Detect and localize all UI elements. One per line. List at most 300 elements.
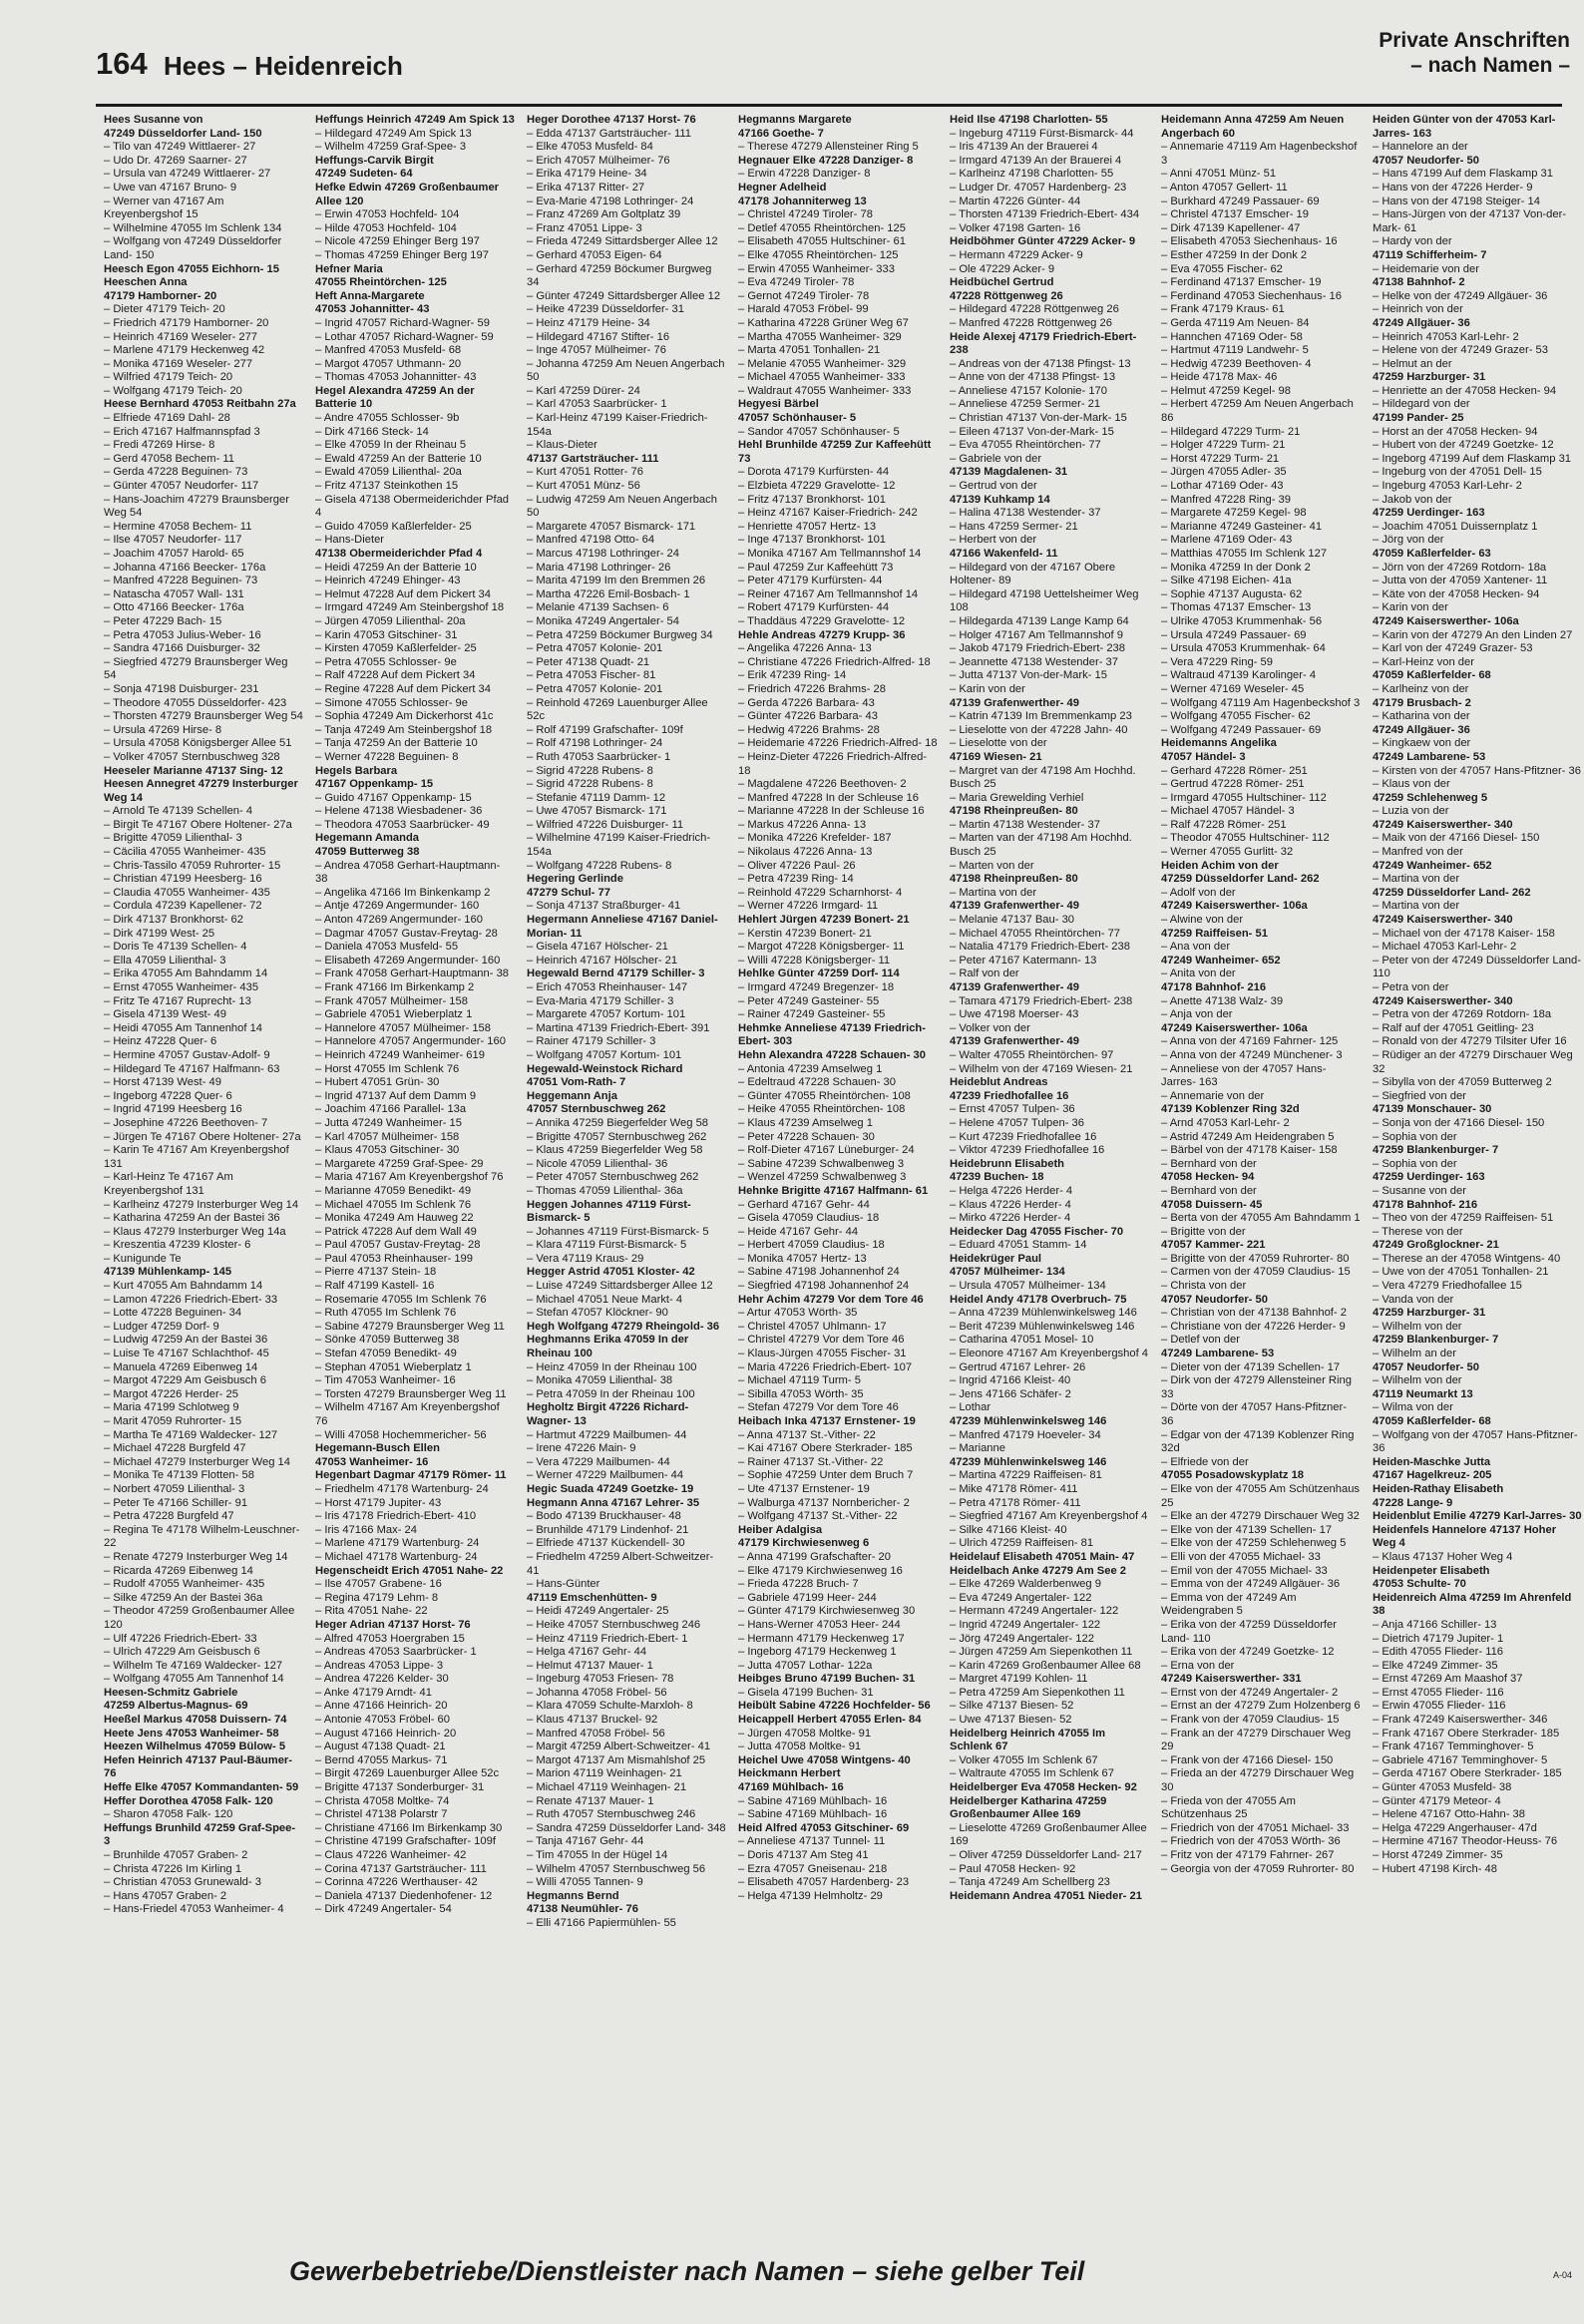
listing-entry: – Tanja 47259 An der Batterie 10 [315, 737, 478, 750]
listing-entry: – Martina 47139 Friedrich-Ebert- 391 [527, 1021, 710, 1034]
listing-entry: – Karl-Heinz 47199 Kaiser-Friedrich- 154a [527, 412, 708, 438]
listing-entry: 47138 Bahnhof- 2 [1373, 276, 1465, 289]
listing-entry: – Rüdiger an der 47279 Dirschauer Weg 32 [1373, 1048, 1573, 1075]
listing-entry: Heidekrüger Paul [950, 1252, 1042, 1265]
listing-entry: – Bärbel von der 47178 Kaiser- 158 [1161, 1144, 1338, 1157]
listing-entry: – Günter 47055 Rheintörchen- 108 [738, 1089, 911, 1102]
listing-entry: – Stefan 47059 Benedikt- 49 [315, 1348, 457, 1360]
listing-entry: – Brigitte 47059 Lilienthal- 3 [104, 832, 242, 845]
listing-entry: Heibach Inka 47137 Ernstener- 19 [738, 1415, 916, 1427]
listing-entry: 47249 Wanheimer- 652 [1373, 859, 1492, 872]
listing-entry: – Kai 47167 Obere Sterkrader- 185 [738, 1442, 913, 1455]
listing-entry: – Natalia 47179 Friedrich-Ebert- 238 [950, 941, 1130, 954]
listing-entry: Heezen Wilhelmus 47059 Bülow- 5 [104, 1741, 286, 1753]
listing-entry: – Helmut 47137 Mauer- 1 [527, 1659, 653, 1672]
listing-entry: Hehlke Günter 47259 Dorf- 114 [738, 968, 900, 980]
listing-entry: Heidenblut Emilie 47279 Karl-Jarres- 30 [1373, 1510, 1582, 1523]
listing-entry: – Hans 47057 Graben- 2 [104, 1889, 227, 1902]
listing-entry: – Michael 47057 Händel- 3 [1161, 805, 1295, 818]
listing-entry: – Rosemarie 47055 Im Schlenk 76 [315, 1293, 487, 1306]
listing-entry: – Wolfgang 47057 Kortum- 101 [527, 1048, 682, 1061]
listing-entry: – Martin 47226 Günter- 44 [950, 194, 1081, 207]
listing-entry: – Fritz 47137 Bronkhorst- 101 [738, 493, 886, 506]
listing-entry: – Klaus 47137 Hoher Weg 4 [1373, 1550, 1513, 1563]
listing-entry: – Christel 47249 Tiroler- 78 [738, 208, 873, 221]
listing-entry: Heidelbach Anke 47279 Am See 2 [950, 1564, 1127, 1577]
listing-entry: – Ursula van 47249 Wittlaerer- 27 [104, 168, 271, 181]
listing-entry: – Frank von der 47059 Claudius- 15 [1161, 1714, 1340, 1727]
listing-entry: – Gernot 47249 Tiroler- 78 [738, 289, 870, 302]
listing-entry: – Helene 47057 Tulpen- 36 [950, 1116, 1084, 1129]
listing-entry: – Katharina 47228 Grüner Weg 67 [738, 316, 909, 329]
listing-entry: – Petra 47259 Böckumer Burgweg 34 [527, 628, 713, 641]
listing-entry: – Heike 47055 Rheintörchen- 108 [738, 1103, 906, 1116]
listing-entry: – Tanja 47167 Gehr- 44 [527, 1835, 644, 1848]
listing-entry: – Iris 47139 An der Brauerei 4 [950, 141, 1098, 154]
listing-entry: 47259 Düsseldorfer Land- 262 [1373, 886, 1531, 899]
listing-entry: – Gisela 47059 Claudius- 18 [738, 1212, 880, 1225]
listing-entry: – Gabriele 47167 Temminghover- 5 [1373, 1753, 1548, 1766]
listing-entry: – Heidi 47249 Angertaler- 25 [527, 1605, 669, 1618]
listing-entry: – Edgar von der 47139 Koblenzer Ring 32d [1161, 1428, 1355, 1455]
listing-entry: – Erwin 47055 Wanheimer- 333 [738, 262, 895, 275]
listing-entry: – Kurt 47051 Rotter- 76 [527, 466, 643, 479]
listing-entry: – Martin 47138 Westender- 37 [950, 818, 1100, 831]
listing-entry: – Ingeborg 47228 Quer- 6 [104, 1089, 232, 1102]
listing-entry: – Iris 47178 Friedrich-Ebert- 410 [315, 1510, 477, 1523]
listing-entry: – Marten van der 47198 Am Hochhd. Busch 25 [950, 832, 1132, 859]
listing-entry: 47057 Schönhauser- 5 [738, 412, 857, 425]
listing-entry: – Artur 47053 Wörth- 35 [738, 1307, 858, 1320]
listing-entry: – Ursula 47057 Mülheimer- 134 [950, 1280, 1106, 1293]
listing-entry: – Willi 47055 Tannen- 9 [527, 1876, 643, 1889]
listing-entry: – Werner 47055 Gurlitt- 32 [1161, 846, 1294, 859]
listing-entry: – Catharina 47051 Mosel- 10 [950, 1334, 1094, 1347]
listing-entry: – Sonja von der 47166 Diesel- 150 [1373, 1116, 1545, 1129]
listing-entry: – Ulrich 47229 Am Geisbusch 6 [104, 1646, 260, 1659]
listing-entry: – Hans-Dieter [315, 534, 385, 547]
listing-entry: – Horst an der 47058 Hecken- 94 [1373, 425, 1538, 438]
listing-entry: – Uwe 47137 Biesen- 52 [950, 1714, 1072, 1727]
listing-entry: – Adolf von der [1161, 886, 1236, 899]
listing-entry: – Klaus 47226 Herder- 4 [950, 1198, 1071, 1211]
listing-entry: – Ralf 47199 Kastell- 16 [315, 1280, 435, 1293]
listing-entry: 47119 Emschenhütten- 9 [527, 1591, 657, 1604]
listing-entry: – Rolf 47198 Lothringer- 24 [527, 737, 663, 750]
listing-entry: – Ulrich 47259 Raiffeisen- 81 [950, 1537, 1094, 1550]
listing-entry: 47259 Harzburger- 31 [1373, 371, 1486, 384]
listing-entry: – Georgia von der 47059 Ruhrorter- 80 [1161, 1862, 1355, 1875]
listing-entry: – Petra 47059 In der Rheinau 100 [527, 1387, 695, 1400]
listing-entry: – Guido 47167 Oppenkamp- 15 [315, 791, 472, 804]
listing-entry: – Christian 47137 Von-der-Mark- 15 [950, 412, 1127, 425]
listing-entry: – Anneliese 47259 Sermer- 21 [950, 398, 1101, 411]
listing-entry: – Volker 47057 Sternbuschweg 328 [104, 750, 280, 763]
listing-entry: – Manfred 47053 Musfeld- 68 [315, 344, 462, 357]
listing-entry: – Jutta 47249 Wanheimer- 15 [315, 1116, 462, 1129]
listing-entry: – Ronald von der 47279 Tilsiter Ufer 16 [1373, 1035, 1567, 1048]
listing-entry: – Margot 47057 Uthmann- 20 [315, 357, 462, 370]
listing-entry: – Claus 47226 Wanheimer- 42 [315, 1849, 467, 1861]
listing-entry: – Markus 47226 Anna- 13 [738, 818, 867, 831]
listing-entry: – Käte von der 47058 Hecken- 94 [1373, 587, 1540, 600]
listing-entry: 47178 Bahnhof- 216 [1161, 981, 1267, 993]
listing-entry: – Sophia von der [1373, 1157, 1457, 1170]
listing-entry: – Lothar [950, 1401, 991, 1414]
listing-entry: 47179 Hamborner- 20 [104, 289, 217, 302]
listing-entry: – Heinrich 47249 Wanheimer- 619 [315, 1048, 485, 1061]
listing-entry: – Wolfgang 47249 Passauer- 69 [1161, 723, 1322, 736]
listing-entry: – Karin 47053 Gitschiner- 31 [315, 628, 458, 641]
listing-entry: – Petra von der [1373, 981, 1449, 993]
listing-entry: – Martha Te 47169 Waldecker- 127 [104, 1428, 278, 1441]
listing-entry: – Manfred 47198 Otto- 64 [527, 534, 655, 547]
listing-entry: – Sabine 47169 Mühlbach- 16 [738, 1794, 888, 1807]
listing-entry: 47249 Lambarene- 53 [1373, 750, 1486, 763]
listing-entry: – Christiane von der 47226 Herder- 9 [1161, 1320, 1346, 1333]
listing-entry: – Anita von der [1161, 968, 1236, 980]
listing-entry: – Marlene 47169 Oder- 43 [1161, 534, 1293, 547]
listing-entry: – Marcus 47198 Lothringer- 24 [527, 548, 679, 560]
listing-entry: – Marta 47051 Tonhallen- 21 [738, 344, 881, 357]
listing-entry: Heidemann Anna 47259 Am Neuen Angerbach 60 [1161, 114, 1345, 140]
listing-entry: – Helmut 47228 Auf dem Pickert 34 [315, 587, 491, 600]
listing-entry: – Eduard 47051 Stamm- 14 [950, 1239, 1087, 1252]
listing-entry: Heeßel Markus 47058 Duissern- 74 [104, 1714, 287, 1727]
listing-entry: – Wilhelm 47259 Graf-Spee- 3 [315, 141, 467, 154]
listing-entry: – Ingrid 47166 Kleist- 40 [950, 1374, 1071, 1387]
listing-entry: – Gerhard 47259 Böckumer Burgweg 34 [527, 262, 712, 289]
listing-entry: – Ernst von der 47249 Angertaler- 2 [1161, 1686, 1339, 1699]
listing-entry: – Elisabeth 47055 Hultschiner- 61 [738, 235, 906, 248]
listing-entry: – Wolfgang 47228 Rubens- 8 [527, 859, 672, 872]
listing-entry: – Helga 47167 Gehr- 44 [527, 1646, 647, 1659]
listing-entry: Hegemann Amanda [315, 832, 420, 845]
listing-entry: – Thomas 47059 Lilienthal- 36a [527, 1184, 683, 1197]
listing-entry: Heesch Egon 47055 Eichhorn- 15 [104, 262, 279, 275]
listing-entry: – Hildegard 47167 Stifter- 16 [527, 330, 670, 343]
listing-entry: Heft Anna-Margarete [315, 289, 425, 302]
listing-entry: – Kurt 47051 Münz- 56 [527, 480, 640, 493]
listing-entry: – Michael 47055 Wanheimer- 333 [738, 371, 906, 384]
listing-entry: – Friedhelm 47178 Wartenburg- 24 [315, 1482, 489, 1495]
listing-entry: – Holger 47229 Turm- 21 [1161, 439, 1286, 452]
listing-entry: 47178 Bahnhof- 216 [1373, 1198, 1478, 1211]
listing-entry: – Inge 47137 Bronkhorst- 101 [738, 534, 887, 547]
listing-entry: – Marlene 47179 Wartenburg- 24 [315, 1537, 480, 1550]
listing-entry: – Christian 47199 Heesberg- 16 [104, 873, 262, 886]
listing-entry: – Hardy von der [1373, 235, 1452, 248]
listing-entry: 47166 Wakenfeld- 11 [950, 548, 1058, 560]
listing-entry: – Horst 47249 Zimmer- 35 [1373, 1849, 1503, 1861]
listing-entry: – Günter 47053 Musfeld- 38 [1373, 1781, 1512, 1794]
listing-entry: – Gertrud von der [950, 480, 1037, 493]
listing-entry: Heiden-Rathay Elisabeth [1373, 1482, 1504, 1495]
listing-entry: – Holger 47167 Am Tellmannshof 9 [950, 628, 1123, 641]
listing-entry: – Christa 47058 Moltke- 74 [315, 1794, 450, 1807]
listing-entry: – Gisela 47139 West- 49 [104, 1008, 226, 1021]
listing-entry: 47259 Blankenburger- 7 [1373, 1144, 1499, 1157]
listing-entry: Hegels Barbara [315, 764, 398, 777]
listing-entry: Hegnauer Elke 47228 Danziger- 8 [738, 154, 914, 167]
listing-entry: – Ole 47229 Acker- 9 [950, 262, 1055, 275]
listing-entry: – Heinrich 47249 Ehinger- 43 [315, 575, 461, 587]
listing-entry: – Wilhelm von der [1373, 1320, 1462, 1333]
listing-entry: – Michael 47055 Rheintörchen- 77 [950, 927, 1121, 940]
listing-entry: – Hubert 47051 Grün- 30 [315, 1076, 440, 1089]
listing-entry: – Thomas 47259 Ehinger Berg 197 [315, 248, 489, 261]
listing-entry: 47139 Grafenwerther- 49 [950, 981, 1079, 993]
listing-entry: Heffer Dorothea 47058 Falk- 120 [104, 1794, 273, 1807]
listing-entry: – Katrin 47139 Im Bremmenkamp 23 [950, 710, 1132, 723]
listing-entry: – Frieda von der 47055 Am Schützenhaus 25 [1161, 1794, 1296, 1821]
listing-entry: – Rolf 47199 Grafschafter- 109f [527, 723, 683, 736]
listing-entry: – Ernst 47055 Wanheimer- 435 [104, 981, 259, 993]
listing-entry: – Friedrich 47226 Brahms- 28 [738, 682, 886, 695]
listing-entry: – Heinz 47179 Heine- 34 [527, 316, 650, 329]
listing-entry: – Walter 47055 Rheintörchen- 97 [950, 1048, 1114, 1061]
listing-entry: Heete Jens 47053 Wanheimer- 58 [104, 1727, 279, 1740]
listing-entry: – Klaus-Jürgen 47055 Fischer- 31 [738, 1348, 907, 1360]
listing-entry: – Annika 47259 Biegerfelder Weg 58 [527, 1116, 709, 1129]
listing-entry: – Rainer 47249 Gasteiner- 55 [738, 1008, 886, 1021]
listing-entry: – Thorsten 47139 Friedrich-Ebert- 434 [950, 208, 1140, 221]
listing-entry: Hegyesi Bärbel [738, 398, 819, 411]
listing-entry: 47239 Buchen- 18 [950, 1171, 1044, 1184]
listing-entry: – Christiane 47166 Im Birkenkamp 30 [315, 1821, 503, 1834]
listing-entry: – Ingrid 47199 Heesberg 16 [104, 1103, 242, 1116]
listing-entry: – Sigrid 47228 Rubens- 8 [527, 764, 653, 777]
listing-entry: – Jörg von der [1373, 534, 1444, 547]
listing-column-3 [527, 114, 726, 2228]
listing-entry: – Esther 47259 In der Donk 2 [1161, 248, 1308, 261]
listing-entry: – Sophie 47259 Unter dem Bruch 7 [738, 1469, 914, 1482]
listing-entry: – Monika 47057 Hertz- 13 [738, 1252, 867, 1265]
listing-entry: Heidbüchel Gertrud [950, 276, 1054, 289]
listing-entry: – Dirk 47139 Kapellener- 47 [1161, 221, 1301, 234]
listing-entry: 47139 Mühlenkamp- 145 [104, 1266, 232, 1279]
listing-entry: – Manfred von der [1373, 846, 1463, 859]
listing-entry: – Gabriele 47199 Heer- 244 [738, 1591, 877, 1604]
listing-entry: – Herbert 47259 Am Neuen Angerbach 86 [1161, 398, 1354, 425]
listing-entry: – Eva-Marie 47198 Lothringer- 24 [527, 194, 694, 207]
listing-entry: – Elfriede von der [1161, 1455, 1249, 1468]
listing-entry: – Kreszentia 47239 Kloster- 6 [104, 1239, 251, 1252]
listing-entry: – Hans 47199 Auf dem Flaskamp 31 [1373, 168, 1553, 181]
listing-entry: – Frieda 47249 Sittardsberger Allee 12 [527, 235, 718, 248]
listing-entry: – Johanna 47058 Fröbel- 56 [527, 1686, 667, 1699]
listing-entry: – Simone 47055 Schlosser- 9e [315, 696, 468, 709]
listing-entry: – Günter 47249 Sittardsberger Allee 12 [527, 289, 721, 302]
listing-entry: Heid Alfred 47053 Gitschiner- 69 [738, 1821, 910, 1834]
listing-entry: – Jürgen 47058 Moltke- 91 [738, 1727, 872, 1740]
listing-entry: – Martha 47226 Emil-Bosbach- 1 [527, 587, 690, 600]
listing-entry: – Tamara 47179 Friedrich-Ebert- 238 [950, 994, 1133, 1007]
listing-entry: – Anton 47057 Gellert- 11 [1161, 181, 1288, 194]
listing-entry: – Berta von der 47055 Am Bahndamm 1 [1161, 1212, 1361, 1225]
listing-entry: – Ute 47137 Ernstener- 19 [738, 1482, 870, 1495]
listing-entry: – Elisabeth 47053 Siechenhaus- 16 [1161, 235, 1338, 248]
listing-entry: Heger Dorothee 47137 Horst- 76 [527, 114, 696, 126]
listing-entry: – Anneliese 47157 Kolonie- 170 [950, 384, 1107, 397]
listing-entry: – Ferdinand 47137 Emscher- 19 [1161, 276, 1322, 289]
listing-entry: – Klaus 47239 Amselweg 1 [738, 1116, 873, 1129]
listing-entry: – Eva 47055 Fischer- 62 [1161, 262, 1283, 275]
listing-entry: – Vera 47279 Friedhofallee 15 [1373, 1280, 1522, 1293]
listing-entry: – Anni 47051 Münz- 51 [1161, 168, 1277, 181]
listing-entry: – Ingeborg 47199 Auf dem Flaskamp 31 [1373, 452, 1572, 465]
listing-entry: – Klaus-Dieter [527, 439, 597, 452]
listing-entry: – Paul 47058 Hecken- 92 [950, 1862, 1076, 1875]
listing-entry: – Claudia 47055 Wanheimer- 435 [104, 886, 270, 899]
listing-entry: – Patrick 47228 Auf dem Wall 49 [315, 1225, 477, 1238]
listing-entry: Hegewald Bernd 47179 Schiller- 3 [527, 968, 705, 980]
listing-entry: Heghmanns Erika 47059 In der Rheinau 100 [527, 1334, 689, 1360]
listing-entry: – Pierre 47137 Stein- 18 [315, 1266, 437, 1279]
listing-entry: – Stefan 47057 Klöckner- 90 [527, 1307, 668, 1320]
listing-entry: – Peter von der 47249 Düsseldorfer Land- 110 [1373, 954, 1581, 980]
listing-entry: – Hildegard von der [1373, 398, 1470, 411]
listing-entry: – Marianne [950, 1442, 1005, 1455]
listing-entry: – Hermine 47058 Bechem- 11 [104, 520, 252, 533]
listing-entry: – Michael 47119 Turm- 5 [738, 1374, 861, 1387]
listing-entry: – Ernst 47269 Am Maashof 37 [1373, 1673, 1523, 1686]
listing-entry: – Melanie 47137 Bau- 30 [950, 914, 1075, 927]
listing-entry: – Hildegard Te 47167 Halfmann- 63 [104, 1062, 280, 1075]
listing-entry: – Helga 47229 Angerhauser- 47d [1373, 1821, 1537, 1834]
listing-entry: Heidemann Andrea 47051 Nieder- 21 [950, 1889, 1142, 1902]
listing-entry: – Wolfgang 47119 Am Hagenbeckshof 3 [1161, 696, 1361, 709]
listing-entry: – Guido 47059 Kaßlerfelder- 25 [315, 520, 472, 533]
listing-entry: – Paul 47259 Zur Kaffeehütt 73 [738, 561, 894, 574]
listing-entry: – Monika 47167 Am Tellmannshof 14 [738, 548, 922, 560]
listing-entry: – Heinrich 47169 Weseler- 277 [104, 330, 258, 343]
listing-entry: – Hans von der 47226 Herder- 9 [1373, 181, 1533, 194]
listing-entry: – Christel 47279 Vor dem Tore 46 [738, 1334, 905, 1347]
listing-entry: – Elke von der 47055 Am Schützenhaus 25 [1161, 1482, 1361, 1509]
listing-entry: – Waldraut 47055 Wanheimer- 333 [738, 384, 912, 397]
listing-entry: – Karin Te 47167 Am Kreyenbergshof 131 [104, 1144, 289, 1170]
listing-entry: 47139 Grafenwerther- 49 [950, 1035, 1079, 1048]
listing-entry: 47259 Schlehenweg 5 [1373, 791, 1488, 804]
listing-entry: Hegel Alexandra 47259 An der Batterie 10 [315, 384, 475, 411]
listing-entry: Heide Alexej 47179 Friedrich-Ebert- 238 [950, 330, 1137, 357]
listing-entry: – Regine 47228 Auf dem Pickert 34 [315, 682, 492, 695]
listing-entry: – Annemarie 47119 Am Hagenbeckshof 3 [1161, 141, 1358, 167]
listing-entry: – Jürgen 47055 Adler- 35 [1161, 466, 1287, 479]
listing-entry: – Silke 47166 Kleist- 40 [950, 1523, 1067, 1536]
listing-entry: Heidböhmer Günter 47229 Acker- 9 [950, 235, 1136, 248]
listing-entry: – Thomas 47053 Johannitter- 43 [315, 371, 477, 384]
listing-entry: Heicappell Herbert 47055 Erlen- 84 [738, 1714, 922, 1727]
listing-entry: – Hermine 47057 Gustav-Adolf- 9 [104, 1048, 270, 1061]
listing-entry: – Dietrich 47179 Jupiter- 1 [1373, 1632, 1504, 1645]
listing-entry: Heidenfels Hannelore 47137 Hoher Weg 4 [1373, 1523, 1557, 1550]
listing-entry: – Detlef von der [1161, 1334, 1240, 1347]
listing-entry: – Karl 47053 Saarbrücker- 1 [527, 398, 667, 411]
listing-entry: – Karin von der [950, 682, 1025, 695]
listing-entry: 47055 Posadowskyplatz 18 [1161, 1469, 1305, 1482]
listing-entry: – Hans-Jürgen von der 47137 Von-der-Mark- 61 [1373, 208, 1567, 234]
listing-entry: – Helke von der 47249 Allgäuer- 36 [1373, 289, 1548, 302]
listing-entry: – Irene 47226 Main- 9 [527, 1442, 636, 1455]
listing-entry: – Marita 47199 Im den Bremmen 26 [527, 575, 706, 587]
listing-entry: – Vera 47229 Ring- 59 [1161, 655, 1273, 668]
listing-entry: – Hannelore 47057 Mülheimer- 158 [315, 1021, 492, 1034]
listing-entry: – Paul 47053 Rheinhauser- 199 [315, 1252, 473, 1265]
listing-entry: 47139 Grafenwerther- 49 [950, 900, 1079, 913]
listing-entry: Hefen Heinrich 47137 Paul-Bäumer- 76 [104, 1753, 293, 1780]
listing-entry: – Erika von der 47249 Goetzke- 12 [1161, 1646, 1335, 1659]
listing-entry: – Ilse 47057 Neudorfer- 117 [104, 534, 242, 547]
listing-entry: – Margarete 47057 Kortum- 101 [527, 1008, 686, 1021]
listing-entry: – Ella 47059 Lilienthal- 3 [104, 954, 226, 967]
listing-entry: – Manfred 47228 In der Schleuse 16 [738, 791, 919, 804]
listing-entry: 47138 Obermeiderichder Pfad 4 [315, 548, 483, 560]
listing-entry: – Tim 47055 In der Hügel 14 [527, 1849, 668, 1861]
listing-entry: – Hedwig 47226 Brahms- 28 [738, 723, 880, 736]
listing-entry: – Erich 47057 Mülheimer- 76 [527, 154, 670, 167]
listing-entry: – Hermann 47179 Heckenweg 17 [738, 1632, 905, 1645]
section-title-line1: Private Anschriften [1379, 29, 1570, 52]
listing-entry: – Robert 47179 Kurfürsten- 44 [738, 601, 890, 614]
listing-entry: – Hannelore 47057 Angermunder- 160 [315, 1035, 506, 1048]
listing-entry: – August 47138 Quadt- 21 [315, 1741, 446, 1753]
listing-entry: – Regina Te 47178 Wilhelm-Leuschner- 22 [104, 1523, 300, 1550]
listing-entry: 47259 Albertus-Magnus- 69 [104, 1700, 248, 1713]
listing-entry: – Elfriede 47137 Kückendell- 30 [527, 1537, 685, 1550]
listing-entry: Hegic Suada 47249 Goetzke- 19 [527, 1482, 694, 1495]
listing-entry: – Günter 47179 Meteor- 4 [1373, 1794, 1501, 1807]
listing-entry: – Erich 47053 Rheinhauser- 147 [527, 981, 688, 993]
listing-entry: – Michael 47228 Burgfeld 47 [104, 1442, 246, 1455]
listing-entry: – Antje 47269 Angermunder- 160 [315, 900, 480, 913]
listing-entry: – Sandra 47166 Duisburger- 32 [104, 642, 260, 655]
listing-entry: – Luzia von der [1373, 805, 1449, 818]
listing-entry: – Gerhard 47167 Gehr- 44 [738, 1198, 870, 1211]
listing-entry: – Petra 47053 Julius-Weber- 16 [104, 628, 261, 641]
listing-entry: – Hilde 47053 Hochfeld- 104 [315, 221, 457, 234]
listing-column-4 [738, 114, 938, 2228]
listing-entry: Heidelberg Heinrich 47055 Im Schlenk 67 [950, 1727, 1106, 1753]
listing-entry: – Gabriele von der [950, 452, 1042, 465]
listing-entry: – Marit 47059 Ruhrorter- 15 [104, 1415, 242, 1427]
listing-entry: 47057 Mülheimer- 134 [950, 1266, 1065, 1279]
listing-entry: – Harald 47053 Fröbel- 99 [738, 303, 869, 316]
listing-entry: – Ludwig 47259 Am Neuen Angerbach 50 [527, 493, 717, 520]
listing-entry: 47279 Schul- 77 [527, 886, 610, 899]
listing-entry: – Thomas 47137 Emscher- 13 [1161, 601, 1312, 614]
listing-entry: – Irmgard 47139 An der Brauerei 4 [950, 154, 1122, 167]
listing-entry: – Ewald 47059 Lilienthal- 20a [315, 466, 462, 479]
listing-entry: – Heike 47057 Sternbuschweg 246 [527, 1618, 701, 1631]
listing-entry: – Petra 47228 Burgfeld 47 [104, 1510, 234, 1523]
listing-entry: – Wolfgang 47055 Fischer- 62 [1161, 710, 1311, 723]
listing-entry: – Gabriele 47051 Wieberplatz 1 [315, 1008, 473, 1021]
listing-entry: – Hildegard 47228 Röttgenweg 26 [950, 303, 1119, 316]
listing-entry: – Willi 47058 Hochemmericher- 56 [315, 1428, 487, 1441]
listing-entry: – Friedhelm 47259 Albert-Schweitzer- 41 [527, 1550, 714, 1577]
listing-entry: – Horst 47179 Jupiter- 43 [315, 1496, 442, 1509]
listing-entry: – Michael von der 47178 Kaiser- 158 [1373, 927, 1555, 940]
listing-entry: – Lieselotte 47269 Großenbaumer Allee 169 [950, 1821, 1147, 1848]
listing-entry: 47053 Wanheimer- 16 [315, 1455, 429, 1468]
listing-entry: – Edeltraud 47228 Schauen- 30 [738, 1076, 896, 1089]
listing-entry: – Hans 47259 Sermer- 21 [950, 520, 1078, 533]
listing-entry: – Corina 47137 Gartsträucher- 111 [315, 1862, 487, 1875]
listing-entry: – Uwe 47057 Bismarck- 171 [527, 805, 667, 818]
listing-entry: Hehnke Brigitte 47167 Halfmann- 61 [738, 1184, 929, 1197]
